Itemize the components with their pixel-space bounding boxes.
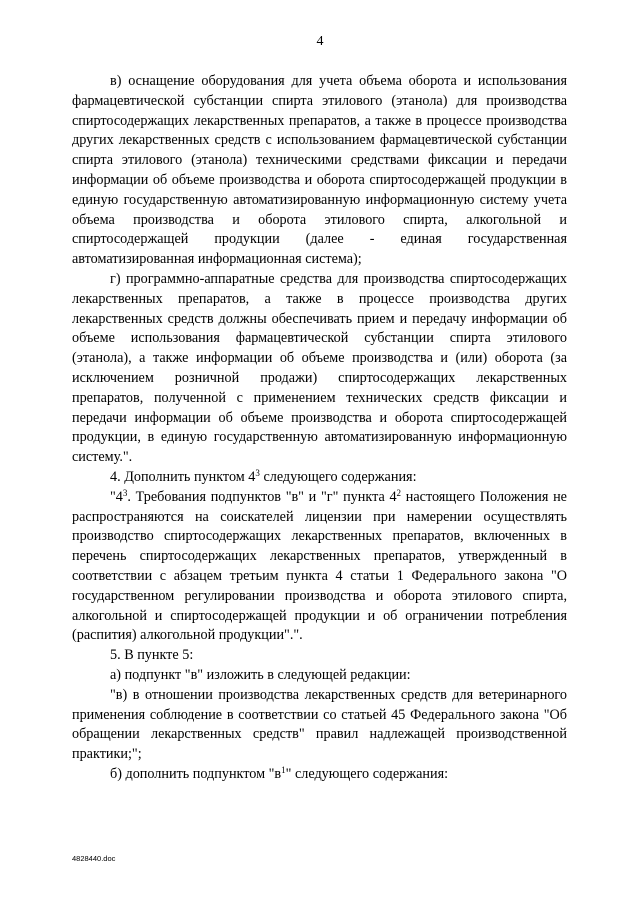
superscript: 3 bbox=[255, 467, 260, 478]
superscript: 3 bbox=[122, 487, 128, 498]
paragraph-subitem-b bbox=[72, 765, 567, 785]
superscript: 1 bbox=[281, 764, 286, 775]
paragraph-text: следующего содержания: bbox=[259, 468, 417, 485]
page-number: 4 bbox=[316, 34, 324, 49]
paragraph-v-equipment: в) оснащение оборудования для учета объема оборота и использования фармацевтической субстанции спирта этилового (этанола) для производства спиртосодержащих лекарственных препаратов, а также в процессе производства других лекарственных средств с использованием фармацевтической субстанции спирта этилового (этанола) техническими средствами фиксации и передачи информации об объеме производства и оборота спиртосодержащей продукции в единую государственную автоматизированную информационную систему учета объема производства и оборота этилового спирта, алкогольной и спиртосодержащей продукции (далее - единая государственная автоматизированная информационная система); bbox=[72, 73, 567, 268]
paragraph-text: "4 bbox=[110, 488, 123, 505]
paragraph-item-5: 5. В пункте 5: bbox=[110, 647, 194, 664]
document-file-code: 4828440.doc bbox=[72, 854, 116, 863]
paragraph-text: настоящего Положения не распространяются на соискателей лицензии при намерении осуществлять производство спиртосодержащих лекарственных препаратов, включенных в перечень спиртосодержащих лекарственных препаратов, утвержденный в соответствии с абзацем третьим пункта 4 статьи 1 Федерального закона "О государственном регулировании производства и оборота этилового спирта, алкогольной и спиртосодержащей продукции и об ограничении потребления (распития) алкогольной продукции".". bbox=[72, 488, 567, 644]
paragraph-text: 4. Дополнить пунктом 4 bbox=[110, 468, 256, 485]
paragraph-g-software-hardware: г) программно-аппаратные средства для производства спиртосодержащих лекарственных препаратов, а также в процессе производства других лекарственных средств должны обеспечивать прием и передачу информации об объеме использования фармацевтической субстанции спирта этилового (этанола), а также информации об объеме производства и (или) оборота (за исключением розничной продажи) спиртосодержащих лекарственных препаратов, полученной с применением технических средств фиксации и передачи информации об объеме производства и оборота спиртосодержащей продукции, в единую государственную автоматизированную информационную систему.". bbox=[72, 270, 567, 466]
paragraph-text: б) дополнить подпунктом "в bbox=[110, 765, 282, 782]
paragraph-text: " следующего содержания: bbox=[285, 765, 449, 782]
paragraph-item-4-supplement bbox=[72, 468, 567, 488]
paragraph-item-4-3-requirements bbox=[72, 488, 567, 646]
superscript: 2 bbox=[396, 487, 402, 498]
paragraph-subitem-v-new-wording: "в) в отношении производства лекарственных средств для ветеринарного применения соблюдение в соответствии со статьей 45 Федерального закона "Об обращении лекарственных средств" правил надлежащей производственной практики;"; bbox=[72, 686, 567, 763]
document-body bbox=[72, 72, 567, 785]
paragraph-text: . Требования подпунктов "в" и "г" пункта 4 bbox=[127, 488, 397, 505]
paragraph-subitem-a: а) подпункт "в" изложить в следующей редакции: bbox=[110, 666, 411, 683]
